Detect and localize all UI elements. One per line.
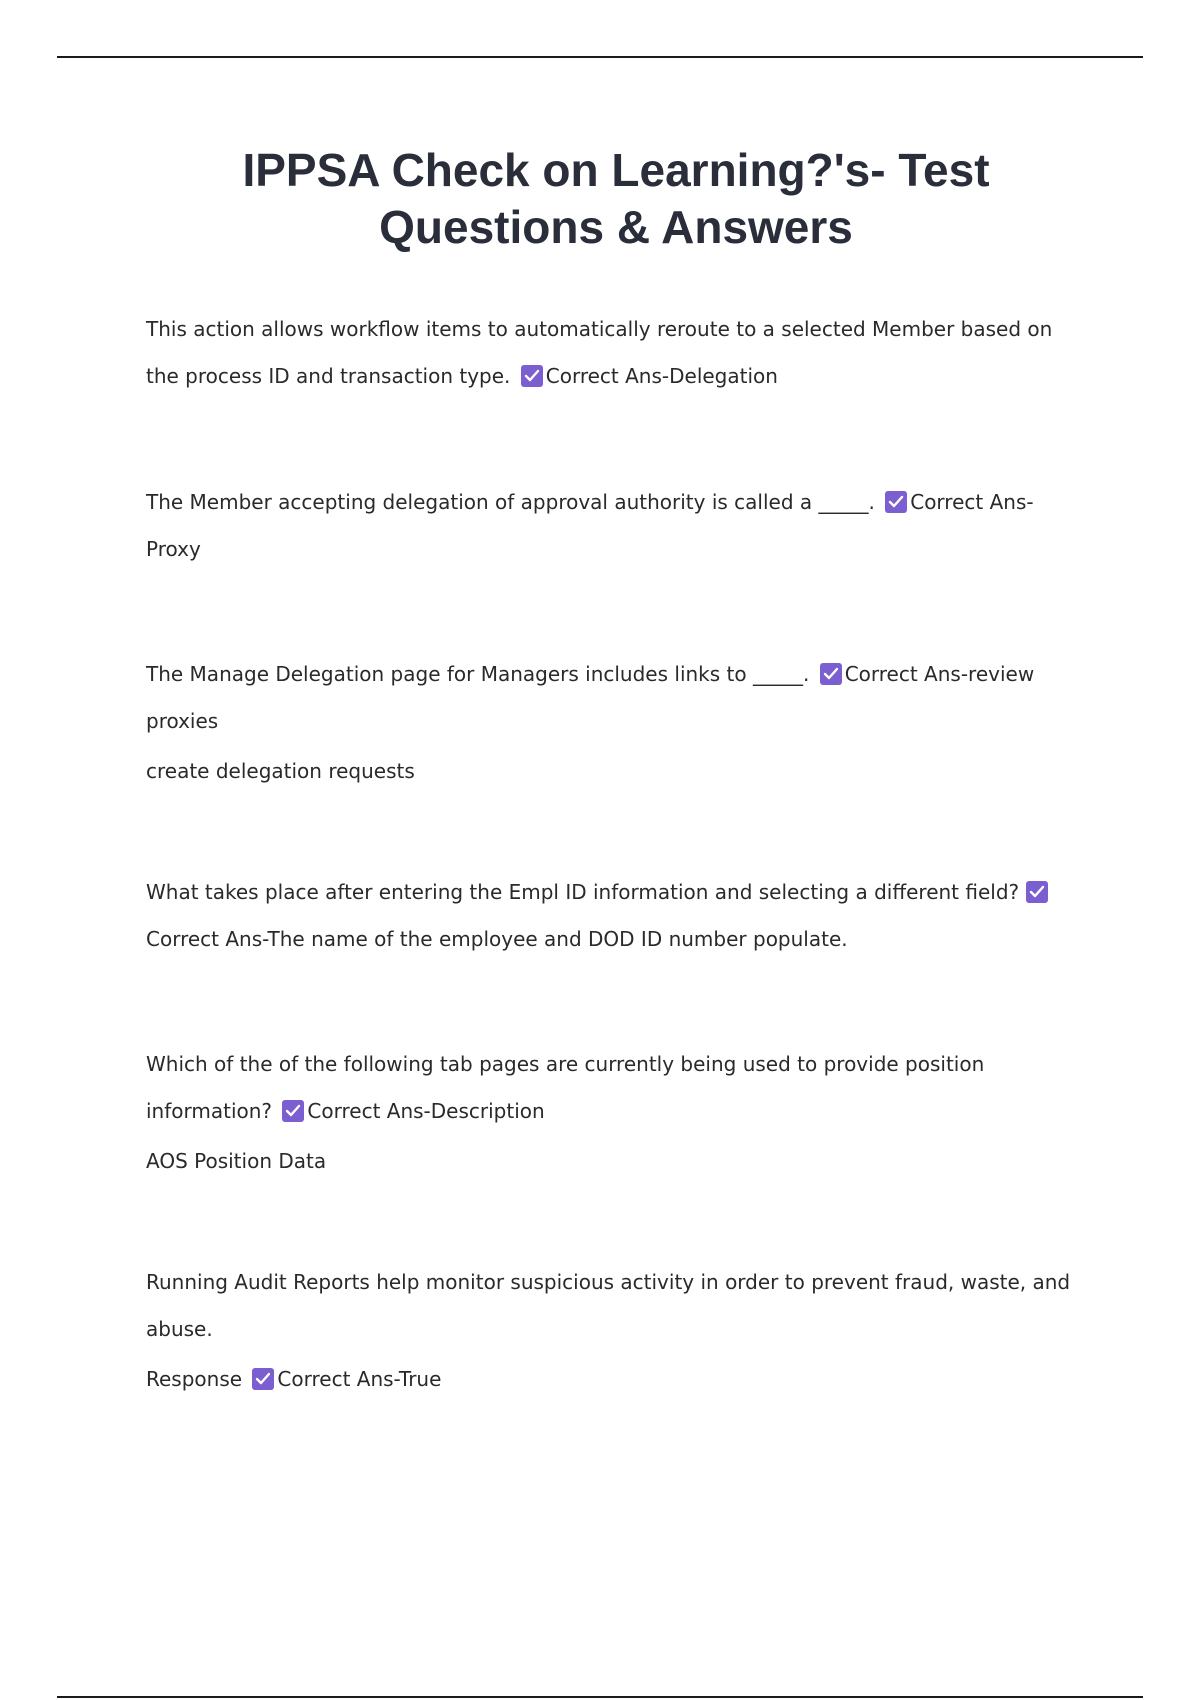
footer-rule [57, 1696, 1143, 1698]
checkbox-checked-icon [521, 365, 543, 387]
response-line [146, 1363, 1086, 1395]
checkbox-checked-icon [820, 663, 842, 685]
checkbox-checked-icon [885, 491, 907, 513]
qa-item [146, 869, 1086, 963]
question-line [146, 479, 1086, 573]
checkbox-checked-icon [252, 1368, 274, 1390]
qa-item [146, 1259, 1086, 1395]
question-line [146, 869, 1086, 963]
question-line [146, 1259, 1086, 1353]
answer-text: Correct Ans-Description [307, 1099, 545, 1123]
qa-list [146, 306, 1086, 1395]
answer-text: Correct Ans-Proxy [146, 490, 1034, 561]
question-line [146, 651, 1086, 745]
checkbox-checked-icon [282, 1100, 304, 1122]
qa-item [146, 1041, 1086, 1177]
question-text: The Manage Delegation page for Managers includes links to _____. [146, 662, 810, 686]
question-line [146, 1041, 1086, 1135]
header-rule [57, 56, 1143, 58]
answer-text: Correct Ans-review proxies [146, 662, 1035, 733]
qa-item [146, 306, 1086, 400]
qa-item [146, 651, 1086, 787]
question-text: What takes place after entering the Empl ID information and selecting a different field? [146, 880, 1020, 904]
answer-continuation: create delegation requests [146, 759, 415, 783]
question-text: This action allows workflow items to automatically reroute to a selected Member based on the process ID and transaction type. [146, 317, 1053, 388]
question-text: Which of the of the following tab pages are currently being used to provide position information? [146, 1052, 985, 1123]
answer-text: Correct Ans-Delegation [545, 364, 778, 388]
qa-item [146, 479, 1086, 573]
response-label: Response [146, 1367, 243, 1391]
question-text: The Member accepting delegation of approval authority is called a _____. [146, 490, 875, 514]
question-line [146, 306, 1086, 400]
checkbox-checked-icon [1026, 881, 1048, 903]
answer-text: Correct Ans-True [277, 1367, 442, 1391]
document-title: IPPSA Check on Learning?'s- Test Questions & Answers [242, 144, 990, 253]
answer-continuation: AOS Position Data [146, 1149, 327, 1173]
answer-text: Correct Ans-The name of the employee and DOD ID number populate. [146, 927, 848, 951]
question-text: Running Audit Reports help monitor suspicious activity in order to prevent fraud, waste, and abuse. [146, 1270, 1071, 1341]
